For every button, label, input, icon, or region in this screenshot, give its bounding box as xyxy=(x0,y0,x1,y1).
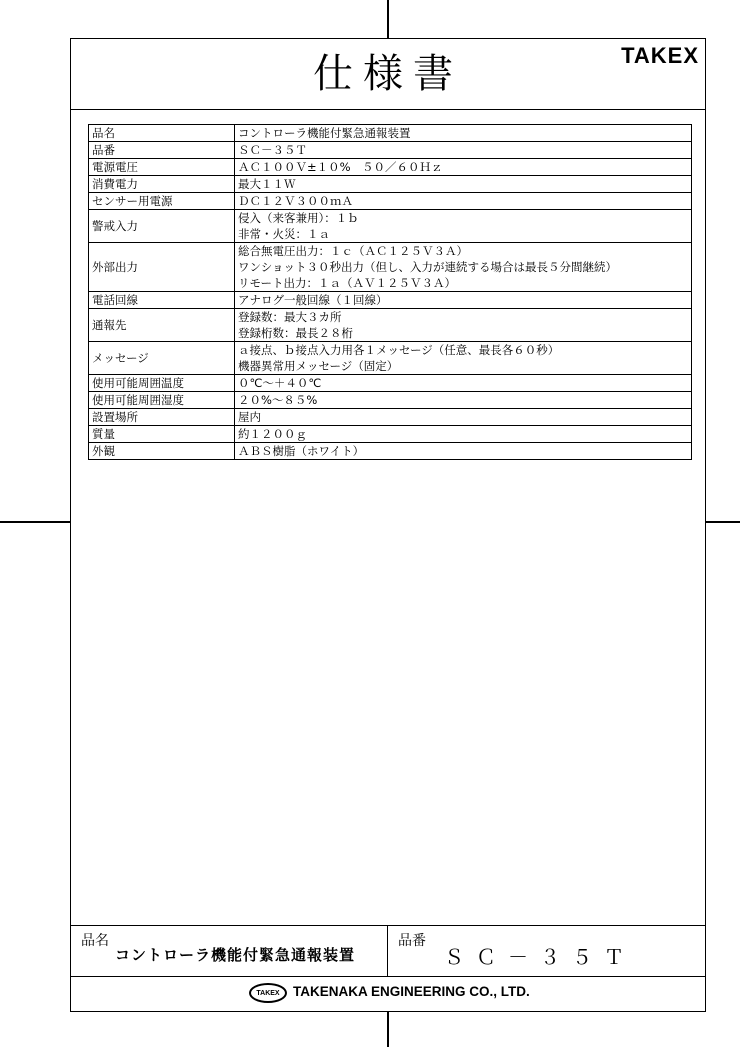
spec-value-line: 侵入（来客兼用）：１ｂ xyxy=(238,211,359,225)
spec-value-line: リモート出力：１ａ（ＡＶ１２５Ｖ３Ａ） xyxy=(238,276,457,290)
spec-value xyxy=(235,125,692,142)
spec-table-body xyxy=(89,125,692,460)
spec-row xyxy=(89,193,692,210)
spec-value-line: ＡＣ１００Ｖ±１０% ５０／６０Ｈｚ xyxy=(238,160,443,174)
company-block xyxy=(71,977,705,1011)
product-number-value: ＳＣ－３５Ｔ xyxy=(444,945,636,969)
spec-value-line: ＤＣ１２Ｖ３００ｍＡ xyxy=(238,194,353,208)
spec-row xyxy=(89,375,692,392)
spec-row xyxy=(89,243,692,292)
spec-value-line: 総合無電圧出力：１ｃ（ＡＣ１２５Ｖ３Ａ） xyxy=(238,244,468,258)
company-logo: TAKEX xyxy=(249,983,287,1003)
spec-value xyxy=(235,176,692,193)
spec-value-line: ２０%～８５% xyxy=(238,393,318,407)
spec-label: メッセージ xyxy=(89,342,235,375)
spec-row xyxy=(89,392,692,409)
spec-label: 外観 xyxy=(89,443,235,460)
spec-value xyxy=(235,409,692,426)
spec-value xyxy=(235,443,692,460)
product-name-cell xyxy=(71,926,388,976)
spec-label: 使用可能周囲湿度 xyxy=(89,392,235,409)
spec-value xyxy=(235,426,692,443)
spec-value-line: 登録数：最大３カ所 xyxy=(238,310,342,324)
spec-value xyxy=(235,309,692,342)
spec-value-line: ワンショット３０秒出力（但し、入力が連続する場合は最長５分間継続） xyxy=(238,260,617,274)
company-name: TAKENAKA ENGINEERING CO., LTD. xyxy=(293,984,530,999)
spec-row xyxy=(89,125,692,142)
product-name-caption: 品名 xyxy=(81,933,109,949)
spec-value-line: 最大１１Ｗ xyxy=(238,177,296,191)
spec-value-line: アナログ一般回線（１回線） xyxy=(238,293,388,307)
product-number-cell xyxy=(388,926,705,976)
spec-row xyxy=(89,409,692,426)
spec-label: 品番 xyxy=(89,142,235,159)
spec-row xyxy=(89,426,692,443)
spec-value-line: ＡＢＳ樹脂（ホワイト） xyxy=(238,444,365,458)
spec-row xyxy=(89,309,692,342)
spec-table xyxy=(88,124,692,460)
brand-logo: TAKEX xyxy=(621,43,699,68)
spec-label: センサー用電源 xyxy=(89,193,235,210)
spec-row xyxy=(89,443,692,460)
spec-value xyxy=(235,392,692,409)
spec-row xyxy=(89,142,692,159)
spec-value xyxy=(235,375,692,392)
sheet-header xyxy=(71,39,705,110)
crop-mark-right xyxy=(706,521,740,523)
spec-value-line: コントローラ機能付緊急通報装置 xyxy=(238,126,411,140)
spec-label: 電話回線 xyxy=(89,292,235,309)
spec-value xyxy=(235,142,692,159)
spec-value xyxy=(235,159,692,176)
spec-row xyxy=(89,292,692,309)
spec-value-line: 機器異常用メッセージ（固定） xyxy=(238,359,399,373)
spec-label: 使用可能周囲温度 xyxy=(89,375,235,392)
spec-value-line: ０℃～＋４０℃ xyxy=(238,376,322,390)
spec-label: 品名 xyxy=(89,125,235,142)
page-title: 仕様書 xyxy=(313,51,463,97)
spec-value-line: 登録桁数：最長２８桁 xyxy=(238,326,353,340)
spec-sheet-frame xyxy=(70,38,706,1012)
spec-label: 外部出力 xyxy=(89,243,235,292)
spec-value xyxy=(235,292,692,309)
crop-mark-left xyxy=(0,521,70,523)
spec-label: 通報先 xyxy=(89,309,235,342)
spec-value xyxy=(235,342,692,375)
title-block xyxy=(71,925,705,977)
spec-value-line: 約１２００ｇ xyxy=(238,427,307,441)
crop-mark-top xyxy=(387,0,389,38)
spec-label: 電源電圧 xyxy=(89,159,235,176)
crop-mark-bottom xyxy=(387,1012,389,1047)
spec-row xyxy=(89,176,692,193)
spec-label: 警戒入力 xyxy=(89,210,235,243)
spec-value xyxy=(235,210,692,243)
spec-value-line: ａ接点、ｂ接点入力用各１メッセージ（任意、最長各６０秒） xyxy=(238,343,560,357)
spec-value-line: 非常・火災：１ａ xyxy=(238,227,330,241)
spec-label: 設置場所 xyxy=(89,409,235,426)
spec-value-line: ＳＣ－３５Ｔ xyxy=(238,143,307,157)
spec-value-line: 屋内 xyxy=(238,410,261,424)
spec-row xyxy=(89,210,692,243)
product-name-value: コントローラ機能付緊急通報装置 xyxy=(115,946,356,964)
spec-value xyxy=(235,193,692,210)
spec-value xyxy=(235,243,692,292)
spec-label: 消費電力 xyxy=(89,176,235,193)
product-number-caption: 品番 xyxy=(398,933,426,949)
spec-row xyxy=(89,159,692,176)
spec-label: 質量 xyxy=(89,426,235,443)
spec-row xyxy=(89,342,692,375)
